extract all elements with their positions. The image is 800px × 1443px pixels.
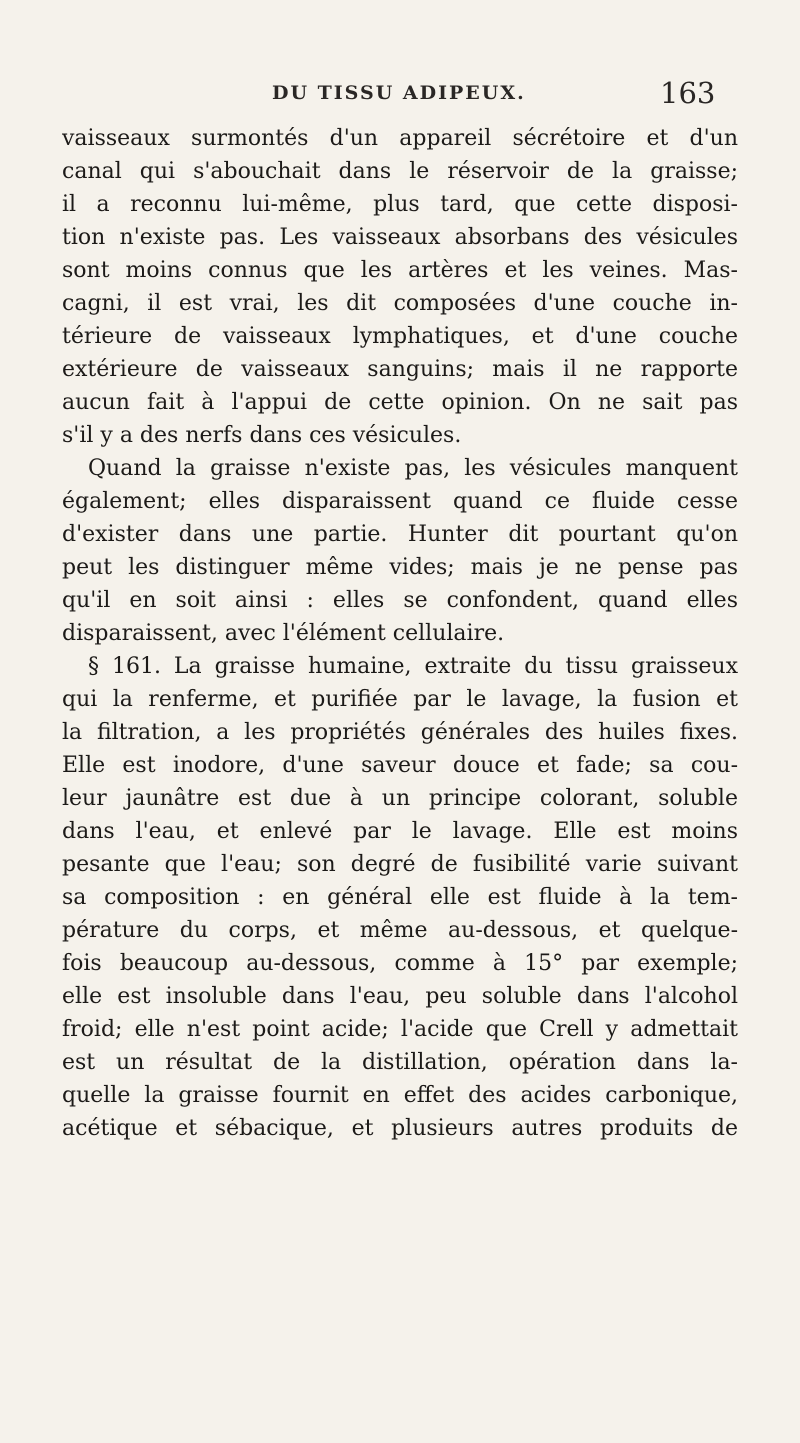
text-line: acétique et sébacique, et plusieurs autres produits de bbox=[62, 1116, 738, 1141]
text-line: dans l'eau, et enlevé par le lavage. Elle est moins bbox=[62, 819, 738, 844]
text-line: Elle est inodore, d'une saveur douce et fade; sa cou- bbox=[62, 753, 738, 778]
running-title: DU TISSU ADIPEUX. bbox=[272, 82, 526, 104]
text-line: térieure de vaisseaux lymphatiques, et d'une couche bbox=[62, 324, 738, 349]
text-line: vaisseaux surmontés d'un appareil sécrétoire et d'un bbox=[62, 126, 738, 151]
text-line: cagni, il est vrai, les dit composées d'une couche in- bbox=[62, 291, 738, 316]
text-line: qu'il en soit ainsi : elles se confondent, quand elles bbox=[62, 588, 738, 613]
text-line: fois beaucoup au-dessous, comme à 15° par exemple; bbox=[62, 951, 738, 976]
text-line: elle est insoluble dans l'eau, peu soluble dans l'alcohol bbox=[62, 984, 738, 1009]
text-line: peut les distinguer même vides; mais je ne pense pas bbox=[62, 555, 738, 580]
text-line: pérature du corps, et même au-dessous, et quelque- bbox=[62, 918, 738, 943]
text-line: leur jaunâtre est due à un principe colorant, soluble bbox=[62, 786, 738, 811]
text-line: pesante que l'eau; son degré de fusibilité varie suivant bbox=[62, 852, 738, 877]
page-number: 163 bbox=[660, 76, 716, 110]
text-line: froid; elle n'est point acide; l'acide que Crell y admettait bbox=[62, 1017, 738, 1042]
text-line: d'exister dans une partie. Hunter dit pourtant qu'on bbox=[62, 522, 738, 547]
text-line: qui la renferme, et purifiée par le lavage, la fusion et bbox=[62, 687, 738, 712]
text-line: Quand la graisse n'existe pas, les vésicules manquent bbox=[88, 456, 738, 481]
text-line: également; elles disparaissent quand ce fluide cesse bbox=[62, 489, 738, 514]
text-line: canal qui s'abouchait dans le réservoir de la graisse; bbox=[62, 159, 738, 184]
text-line: est un résultat de la distillation, opération dans la- bbox=[62, 1050, 738, 1075]
body-text bbox=[62, 122, 738, 1145]
text-line: sa composition : en général elle est fluide à la tem- bbox=[62, 885, 738, 910]
text-line: extérieure de vaisseaux sanguins; mais il ne rapporte bbox=[62, 357, 738, 382]
text-line: s'il y a des nerfs dans ces vésicules. bbox=[62, 423, 462, 448]
text-line: quelle la graisse fournit en effet des acides carbonique, bbox=[62, 1083, 738, 1108]
text-line: aucun fait à l'appui de cette opinion. On ne sait pas bbox=[62, 390, 738, 415]
running-head bbox=[0, 76, 800, 116]
text-line: disparaissent, avec l'élément cellulaire. bbox=[62, 621, 505, 646]
text-line: sont moins connus que les artères et les veines. Mas- bbox=[62, 258, 738, 283]
text-line: § 161. La graisse humaine, extraite du tissu graisseux bbox=[88, 654, 738, 679]
text-line: la filtration, a les propriétés générales des huiles fixes. bbox=[62, 720, 738, 745]
text-line: il a reconnu lui-même, plus tard, que cette disposi- bbox=[62, 192, 738, 217]
text-line: tion n'existe pas. Les vaisseaux absorbans des vésicules bbox=[62, 225, 738, 250]
